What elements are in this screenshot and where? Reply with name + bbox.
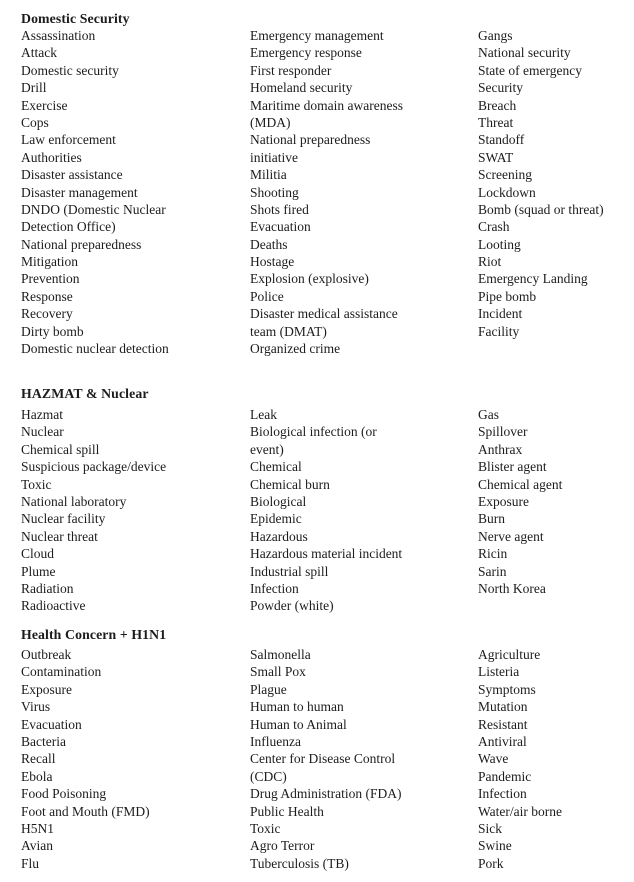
term-line: H5N1 — [21, 820, 54, 836]
term-line: team (DMAT) — [250, 323, 327, 339]
term-line: Recovery — [21, 306, 73, 322]
term-line: Deaths — [250, 236, 288, 252]
term-line: Human to human — [250, 699, 344, 715]
term-line: Gas — [478, 407, 499, 422]
term-line: Threat — [478, 114, 514, 130]
term-line: Police — [250, 288, 284, 304]
term-line: Chemical spill — [21, 441, 100, 457]
term-line: Shots fired — [250, 201, 309, 217]
section-heading: Domestic Security — [21, 11, 130, 26]
term-line: Disaster management — [21, 184, 138, 200]
term-line: Human to Animal — [250, 716, 347, 732]
term-line: Center for Disease Control — [250, 751, 396, 767]
term-line: Nerve agent — [478, 528, 544, 544]
term-line: Screening — [478, 167, 532, 183]
term-line: Militia — [250, 167, 287, 183]
term-line: Flu — [21, 855, 40, 871]
term-line: (CDC) — [250, 768, 287, 784]
term-line: Sick — [478, 820, 503, 836]
term-line: DNDO (Domestic Nuclear — [21, 201, 166, 217]
term-line: Agro Terror — [250, 838, 315, 854]
term-line: Prevention — [21, 271, 80, 287]
term-line: Domestic security — [21, 62, 119, 78]
term-column — [478, 27, 634, 340]
term-line: Wave — [478, 751, 509, 767]
term-line: Spillover — [478, 424, 528, 440]
term-line: Ebola — [21, 768, 53, 784]
term-column — [478, 646, 634, 872]
term-column — [21, 646, 246, 872]
term-line: Gangs — [478, 28, 513, 43]
term-line: Response — [21, 288, 73, 304]
term-line: Domestic nuclear detection — [21, 341, 169, 357]
term-line: Pork — [478, 855, 504, 871]
term-line: North Korea — [478, 580, 546, 596]
term-line: Facility — [478, 323, 520, 339]
term-line: Homeland security — [250, 80, 353, 96]
term-line: Contamination — [21, 664, 102, 680]
term-line: Epidemic — [250, 511, 302, 527]
term-line: Maritime domain awareness — [250, 97, 403, 113]
term-line: Antiviral — [478, 733, 527, 749]
term-line: Looting — [478, 236, 521, 252]
term-line: Water/air borne — [478, 803, 562, 819]
term-line: State of emergency — [478, 62, 582, 78]
term-line: Pandemic — [478, 768, 532, 784]
term-line: Bacteria — [21, 733, 66, 749]
term-line: Food Poisoning — [21, 786, 107, 802]
term-line: Incident — [478, 306, 523, 322]
term-line: Crash — [478, 219, 510, 235]
term-line: Biological infection (or — [250, 424, 377, 440]
term-line: Mutation — [478, 699, 528, 715]
term-line: National laboratory — [21, 493, 127, 509]
term-column — [250, 646, 475, 872]
term-line: Plague — [250, 681, 287, 697]
term-line: Symptoms — [478, 681, 536, 697]
term-line: Authorities — [21, 149, 82, 165]
term-line: Explosion (explosive) — [250, 271, 369, 287]
term-line: Dirty bomb — [21, 323, 84, 339]
term-line: Emergency response — [250, 45, 362, 61]
term-line: Evacuation — [250, 219, 311, 235]
term-line: Drill — [21, 80, 47, 96]
term-line: Salmonella — [250, 647, 311, 662]
term-line: Hostage — [250, 254, 295, 270]
section-heading: HAZMAT & Nuclear — [21, 386, 149, 401]
term-column — [478, 406, 634, 597]
term-line: Drug Administration (FDA) — [250, 786, 402, 802]
term-line: Powder (white) — [250, 598, 334, 614]
term-line: Plume — [21, 563, 56, 579]
term-line: Swine — [478, 838, 512, 854]
term-line: event) — [250, 441, 284, 457]
term-line: Foot and Mouth (FMD) — [21, 803, 150, 819]
term-line: Exercise — [21, 97, 68, 113]
term-line: Disaster assistance — [21, 167, 123, 183]
term-line: Industrial spill — [250, 563, 329, 579]
term-line: Cloud — [21, 546, 55, 562]
term-line: Listeria — [478, 664, 520, 680]
term-line: Agriculture — [478, 647, 541, 662]
term-line: Tuberculosis (TB) — [250, 855, 349, 871]
term-line: Exposure — [478, 493, 529, 509]
term-line: Exposure — [21, 681, 72, 697]
term-line: Hazmat — [21, 407, 63, 422]
term-line: Emergency Landing — [478, 271, 588, 287]
term-line: Outbreak — [21, 647, 72, 662]
term-line: Anthrax — [478, 441, 523, 457]
term-line: National security — [478, 45, 571, 61]
term-line: Recall — [21, 751, 56, 767]
term-line: Biological — [250, 493, 307, 509]
term-line: Security — [478, 80, 523, 96]
section-heading: Health Concern + H1N1 — [21, 627, 167, 642]
term-line: Sarin — [478, 563, 507, 579]
term-line: Evacuation — [21, 716, 82, 732]
term-line: Hazardous material incident — [250, 546, 403, 562]
term-line: initiative — [250, 149, 298, 165]
term-line: First responder — [250, 62, 332, 78]
term-line: Law enforcement — [21, 132, 116, 148]
term-column — [250, 406, 475, 615]
term-line: Chemical agent — [478, 476, 563, 492]
term-line: National preparedness — [250, 132, 371, 148]
term-line: SWAT — [478, 149, 514, 165]
term-line: Radioactive — [21, 598, 86, 614]
term-line: Standoff — [478, 132, 525, 148]
term-line: Riot — [478, 254, 502, 270]
term-line: Ricin — [478, 546, 508, 562]
term-line: Infection — [250, 580, 299, 596]
term-line: Avian — [21, 838, 53, 854]
term-line: Organized crime — [250, 341, 341, 357]
term-line: Lockdown — [478, 184, 536, 200]
term-line: Nuclear facility — [21, 511, 106, 527]
term-line: Mitigation — [21, 254, 78, 270]
term-line: Shooting — [250, 184, 299, 200]
term-line: Hazardous — [250, 528, 308, 544]
term-line: Nuclear threat — [21, 528, 98, 544]
term-line: Disaster medical assistance — [250, 306, 398, 322]
term-line: Influenza — [250, 733, 301, 749]
term-line: Blister agent — [478, 459, 547, 475]
term-line: National preparedness — [21, 236, 142, 252]
term-line: Suspicious package/device — [21, 459, 167, 475]
term-line: Pipe bomb — [478, 288, 537, 304]
term-line: Public Health — [250, 803, 324, 819]
term-line: Bomb (squad or threat) — [478, 201, 604, 217]
term-line: Chemical — [250, 459, 302, 475]
term-line: Resistant — [478, 716, 528, 732]
term-line: Detection Office) — [21, 219, 116, 235]
term-line: Attack — [21, 45, 57, 61]
term-line: (MDA) — [250, 114, 291, 130]
term-column — [21, 406, 246, 615]
term-line: Assassination — [21, 28, 96, 43]
term-column — [250, 27, 475, 357]
term-line: Nuclear — [21, 424, 64, 440]
term-column — [21, 27, 246, 357]
term-line: Leak — [250, 407, 277, 422]
term-line: Virus — [21, 699, 51, 715]
term-line: Chemical burn — [250, 476, 330, 492]
term-line: Breach — [478, 97, 517, 113]
term-line: Burn — [478, 511, 505, 527]
term-line: Small Pox — [250, 664, 306, 680]
term-line: Emergency management — [250, 28, 384, 43]
term-line: Infection — [478, 786, 527, 802]
term-line: Cops — [21, 114, 49, 130]
term-line: Toxic — [250, 820, 281, 836]
term-line: Toxic — [21, 476, 52, 492]
term-line: Radiation — [21, 580, 74, 596]
